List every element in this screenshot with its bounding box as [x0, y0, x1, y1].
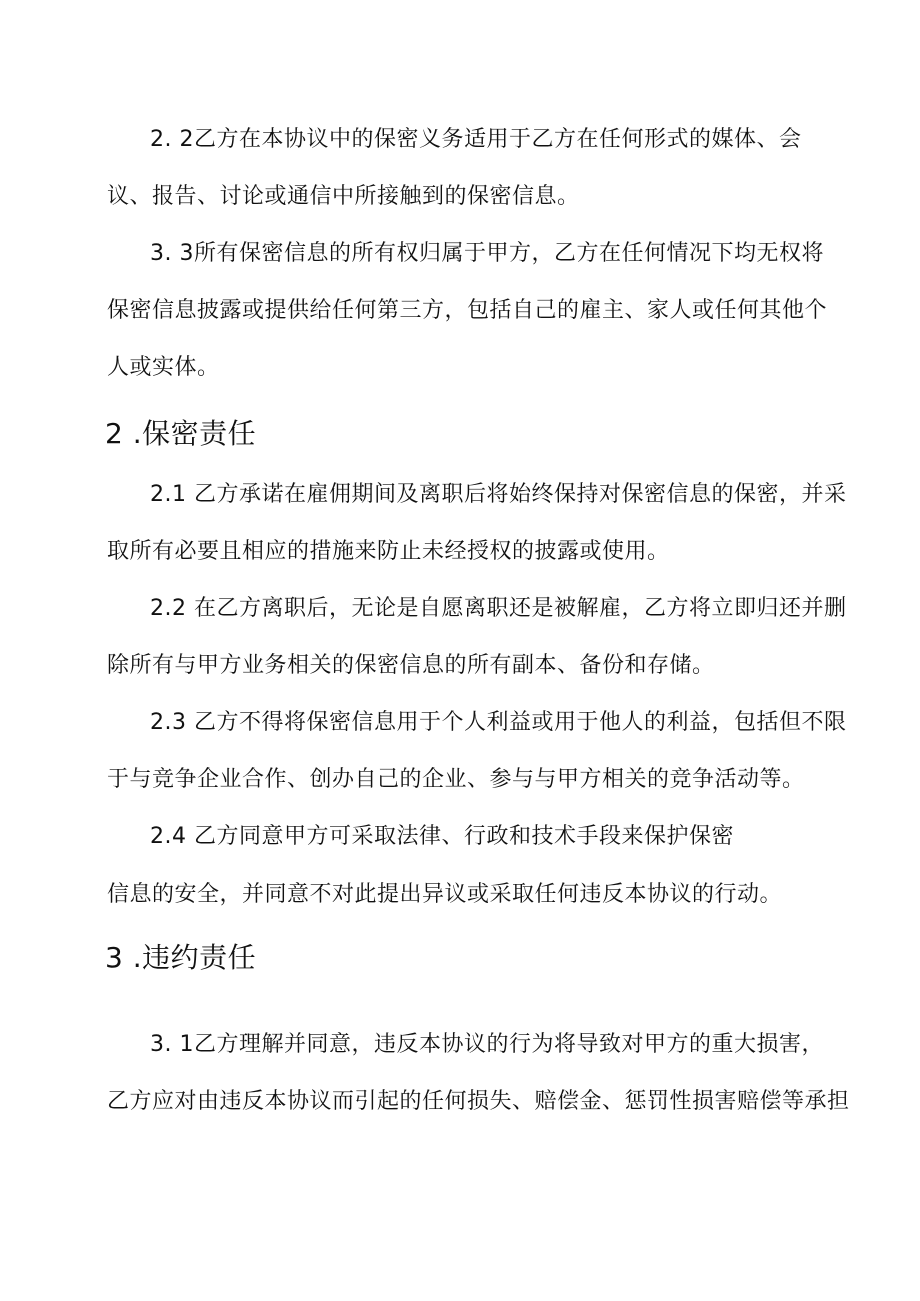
clause-2-2-line-2: 议、报告、讨论或通信中所接触到的保密信息。 [107, 184, 580, 209]
clause-3-3-line-3: 人或实体。 [107, 355, 220, 380]
clause-2-2b-line-1: 2.2 在乙方离职后，无论是自愿离职还是被解雇，乙方将立即归还并删 [150, 596, 847, 621]
clause-3-1-line-2: 乙方应对由违反本协议而引起的任何损失、赔偿金、惩罚性损害赔偿等承担 [107, 1089, 850, 1114]
clause-3-3-line-1: 3. 3所有保密信息的所有权归属于甲方，乙方在任何情况下均无权将 [150, 241, 824, 266]
section-heading-breach-liability: 3 .违约责任 [105, 941, 257, 974]
clause-2-3-line-1: 2.3 乙方不得将保密信息用于个人利益或用于他人的利益，包括但不限 [150, 710, 847, 735]
clause-2-2b-line-2: 除所有与甲方业务相关的保密信息的所有副本、备份和存储。 [107, 653, 715, 678]
clause-2-4-line-1: 2.4 乙方同意甲方可采取法律、行政和技术手段来保护保密 [150, 824, 734, 849]
clause-3-1-line-1: 3. 1乙方理解并同意，违反本协议的行为将导致对甲方的重大损害， [150, 1032, 824, 1057]
clause-2-3-line-2: 于与竞争企业合作、创办自己的企业、参与与甲方相关的竞争活动等。 [107, 767, 805, 792]
clause-2-1-line-1: 2.1 乙方承诺在雇佣期间及离职后将始终保持对保密信息的保密，并采 [150, 482, 847, 507]
clause-3-3-line-2: 保密信息披露或提供给任何第三方，包括自己的雇主、家人或任何其他个 [107, 298, 828, 323]
clause-2-2-line-1: 2. 2乙方在本协议中的保密义务适用于乙方在任何形式的媒体、会 [150, 127, 802, 152]
section-heading-confidentiality-duty: 2 .保密责任 [105, 417, 257, 450]
clause-2-1-line-2: 取所有必要且相应的措施来防止未经授权的披露或使用。 [107, 539, 670, 564]
clause-2-4-line-2: 信息的安全，并同意不对此提出异议或采取任何违反本协议的行动。 [107, 882, 783, 907]
